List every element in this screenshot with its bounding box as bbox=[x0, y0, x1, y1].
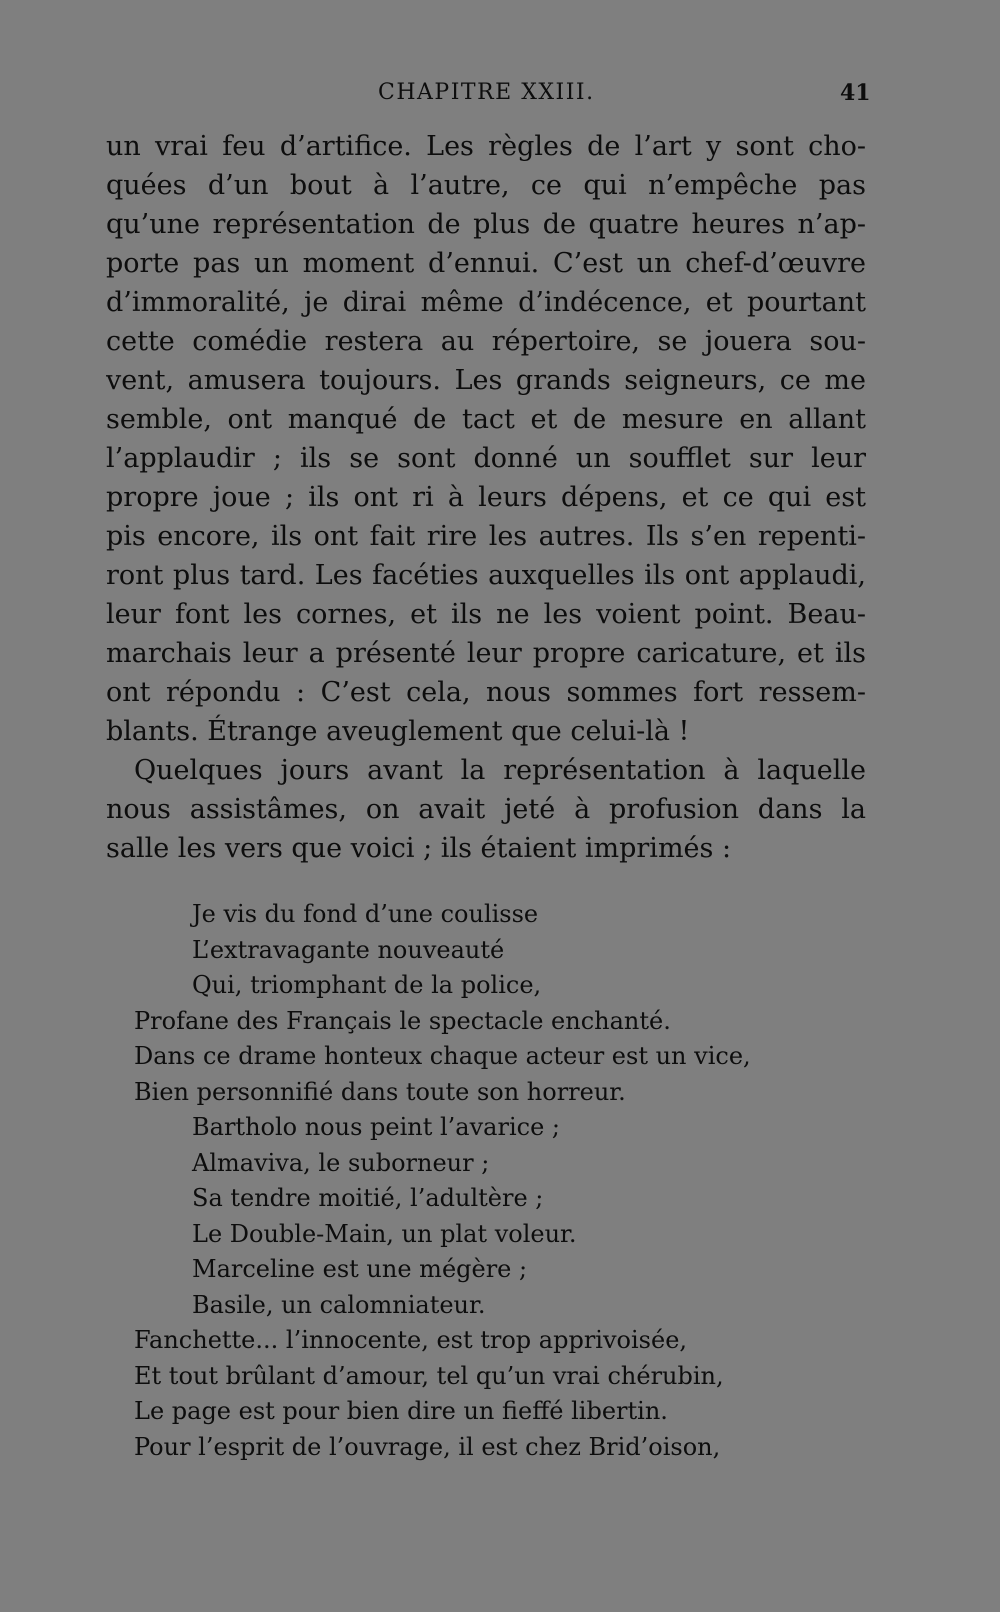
prose-line: d’immoralité, je dirai même d’indécence, et pourtant bbox=[106, 287, 866, 318]
verse-line: Almaviva, le suborneur ; bbox=[192, 1148, 490, 1177]
verse-line: Bien personnifié dans toute son horreur. bbox=[134, 1077, 626, 1106]
prose-line: vent, amusera toujours. Les grands seigneurs, ce me bbox=[106, 365, 866, 396]
verse-line: L’extravagante nouveauté bbox=[192, 935, 505, 964]
verse-line: Fanchette... l’innocente, est trop apprivoisée, bbox=[134, 1326, 688, 1354]
prose-line: l’applaudir ; ils se sont donné un soufflet sur leur bbox=[106, 443, 866, 474]
verse-line: Le page est pour bien dire un fieffé libertin. bbox=[134, 1397, 668, 1425]
prose-line: qu’une représentation de plus de quatre heures n’ap- bbox=[106, 209, 866, 240]
page-number: 41 bbox=[840, 80, 871, 106]
prose-text bbox=[106, 127, 866, 868]
verse-line: Qui, triomphant de la police, bbox=[192, 971, 542, 999]
prose-line: nous assistâmes, on avait jeté à profusion dans la bbox=[106, 794, 866, 825]
prose-line: quées d’un bout à l’autre, ce qui n’empêche pas bbox=[106, 170, 866, 201]
prose-line: un vrai feu d’artifice. Les règles de l’art y sont cho- bbox=[106, 131, 866, 162]
verse-line: Et tout brûlant d’amour, tel qu’un vrai chérubin, bbox=[134, 1361, 724, 1390]
running-head: CHAPITRE XXIII. bbox=[378, 80, 595, 105]
prose-line: Quelques jours avant la représentation à laquelle bbox=[134, 755, 866, 786]
verse-line: Marceline est une mégère ; bbox=[192, 1255, 528, 1283]
prose-line: semble, ont manqué de tact et de mesure en allant bbox=[106, 404, 866, 435]
verse-line: Basile, un calomniateur. bbox=[192, 1290, 486, 1319]
verse-line: Sa tendre moitié, l’adultère ; bbox=[192, 1184, 544, 1212]
prose-line: blants. Étrange aveuglement que celui-là ! bbox=[106, 716, 690, 747]
prose-line: propre joue ; ils ont ri à leurs dépens, et ce qui est bbox=[106, 482, 866, 513]
prose-line: cette comédie restera au répertoire, se jouera sou- bbox=[106, 326, 866, 357]
prose-line: marchais leur a présenté leur propre caricature, et ils bbox=[106, 638, 866, 669]
prose-line: pis encore, ils ont fait rire les autres. Ils s’en repenti- bbox=[106, 521, 866, 552]
verse-line: Le Double-Main, un plat voleur. bbox=[192, 1219, 577, 1248]
prose-line: porte pas un moment d’ennui. C’est un chef-d’œuvre bbox=[106, 248, 866, 279]
verse-line: Je vis du fond d’une coulisse bbox=[192, 900, 539, 928]
verse-line: Bartholo nous peint l’avarice ; bbox=[192, 1113, 560, 1141]
verse-line: Profane des Français le spectacle enchanté. bbox=[134, 1006, 671, 1035]
verse-poem bbox=[0, 897, 1000, 1465]
verse-line: Dans ce drame honteux chaque acteur est un vice, bbox=[134, 1042, 751, 1070]
prose-line: salle les vers que voici ; ils étaient imprimés : bbox=[106, 833, 732, 864]
prose-line: ront plus tard. Les facéties auxquelles ils ont applaudi, bbox=[106, 560, 866, 591]
prose-line: leur font les cornes, et ils ne les voient point. Beau- bbox=[106, 599, 866, 630]
verse-line: Pour l’esprit de l’ouvrage, il est chez Brid’oison, bbox=[134, 1432, 721, 1461]
prose-line: ont répondu : C’est cela, nous sommes fort ressem- bbox=[106, 677, 866, 708]
